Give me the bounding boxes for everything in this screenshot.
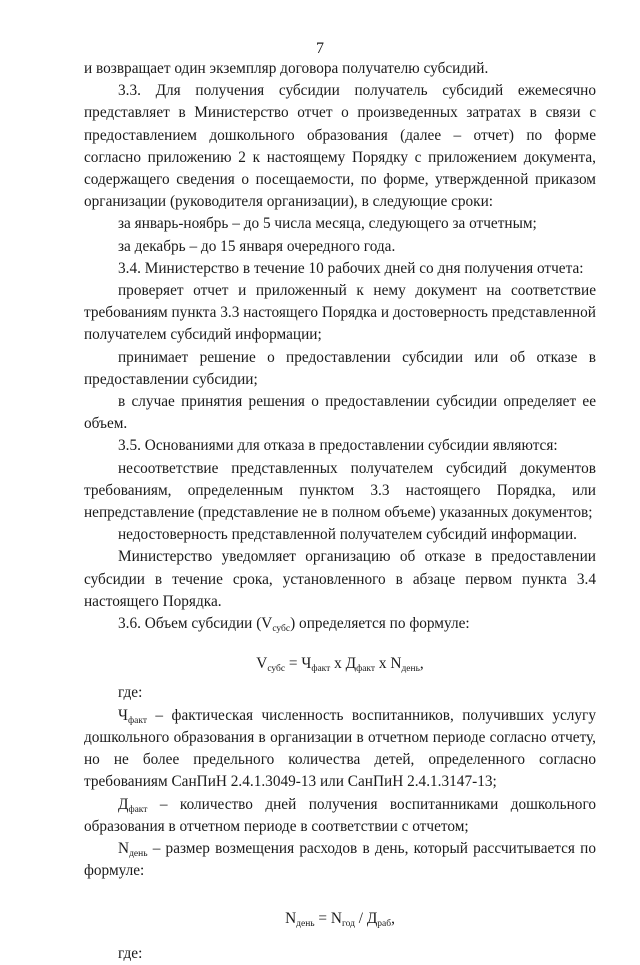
paragraph-check-report: проверяет отчет и приложенный к нему документ на соответствие требованиям пункта 3.3 настоящего Порядка и достоверность представленной получателем субсидий информации; bbox=[84, 282, 596, 344]
paragraph-volume: в случае принятия решения о предоставлении субсидии определяет ее объем. bbox=[84, 393, 596, 433]
paragraph-continuation: и возвращает один экземпляр договора получателю субсидий. bbox=[84, 60, 489, 77]
paragraph-3-5: 3.5. Основаниями для отказа в предоставлении субсидии являются: bbox=[118, 437, 558, 455]
formula-daily-amount: $N_{день} = N_{год} / Д_{раб}$, bbox=[285, 910, 395, 930]
paragraph-notification: Министерство уведомляет организацию об отказе в предоставлении субсидии в течение срока, установленного в абзаце первом пункта 3.4 настоящего Порядка. bbox=[84, 548, 596, 610]
paragraph-noncompliance: несоответствие представленных получателем субсидий документов требованиям, определенным пунктом 3.3 настоящего Порядка, или непредставление (представление не в полном объеме) указанных документов; bbox=[84, 459, 596, 522]
paragraph-unreliable: недостоверность представленной получателем субсидий информации. bbox=[118, 526, 577, 544]
paragraph-deadline-dec: за декабрь – до 15 января очередного года. bbox=[118, 237, 396, 255]
where-label-2: где: bbox=[118, 944, 143, 962]
definition-daily-amount: $N_{день}$ – размер возмещения расходов в день, который рассчитывается по формуле: bbox=[84, 839, 596, 880]
paragraph-3-3: 3.3. Для получения субсидии получатель субсидий ежемесячно представляет в Министерство отчет о произведенных затратах в связи с предоставлением дошкольного образования (далее – отчет) по форме согласно приложению 2 к настоящему Порядку с приложением документа, содержащего сведения о посещаемости, по форме, утвержденной приказом организации (руководителя организации), в следующие сроки: bbox=[84, 82, 596, 211]
document-body bbox=[84, 58, 596, 965]
definition-children-count: $Ч_{факт}$ – фактическая численность воспитанников, получивших услугу дошкольного образования в организации в отчетном периоде согласно отчету, но не более предельного количества детей, определенного согласно требованиям СанПиН 2.4.1.3049-13 или СанПиН 2.4.1.3147-13; bbox=[84, 706, 596, 791]
paragraph-decision: принимает решение о предоставлении субсидии или об отказе в предоставлении субсидии; bbox=[84, 348, 596, 388]
paragraph-deadline-jan-nov: за январь-ноябрь – до 5 числа месяца, следующего за отчетным; bbox=[118, 215, 537, 233]
paragraph-3-6: 3.6. Объем субсидии $(V_{субс})$ определяется по формуле: bbox=[118, 615, 470, 635]
where-label: где: bbox=[118, 684, 143, 702]
formula-subsidy-volume: $V_{субс} = Ч_{факт}$ x $Д_{факт}$ x $N_{день}$, bbox=[256, 655, 424, 675]
definition-days-count: $Д_{факт}$ – количество дней получения воспитанниками дошкольного образования в отчетном периоде в соответствии с отчетом; bbox=[84, 795, 596, 835]
paragraph-3-4: 3.4. Министерство в течение 10 рабочих дней со дня получения отчета: bbox=[118, 259, 584, 277]
page-number: 7 bbox=[316, 40, 324, 57]
